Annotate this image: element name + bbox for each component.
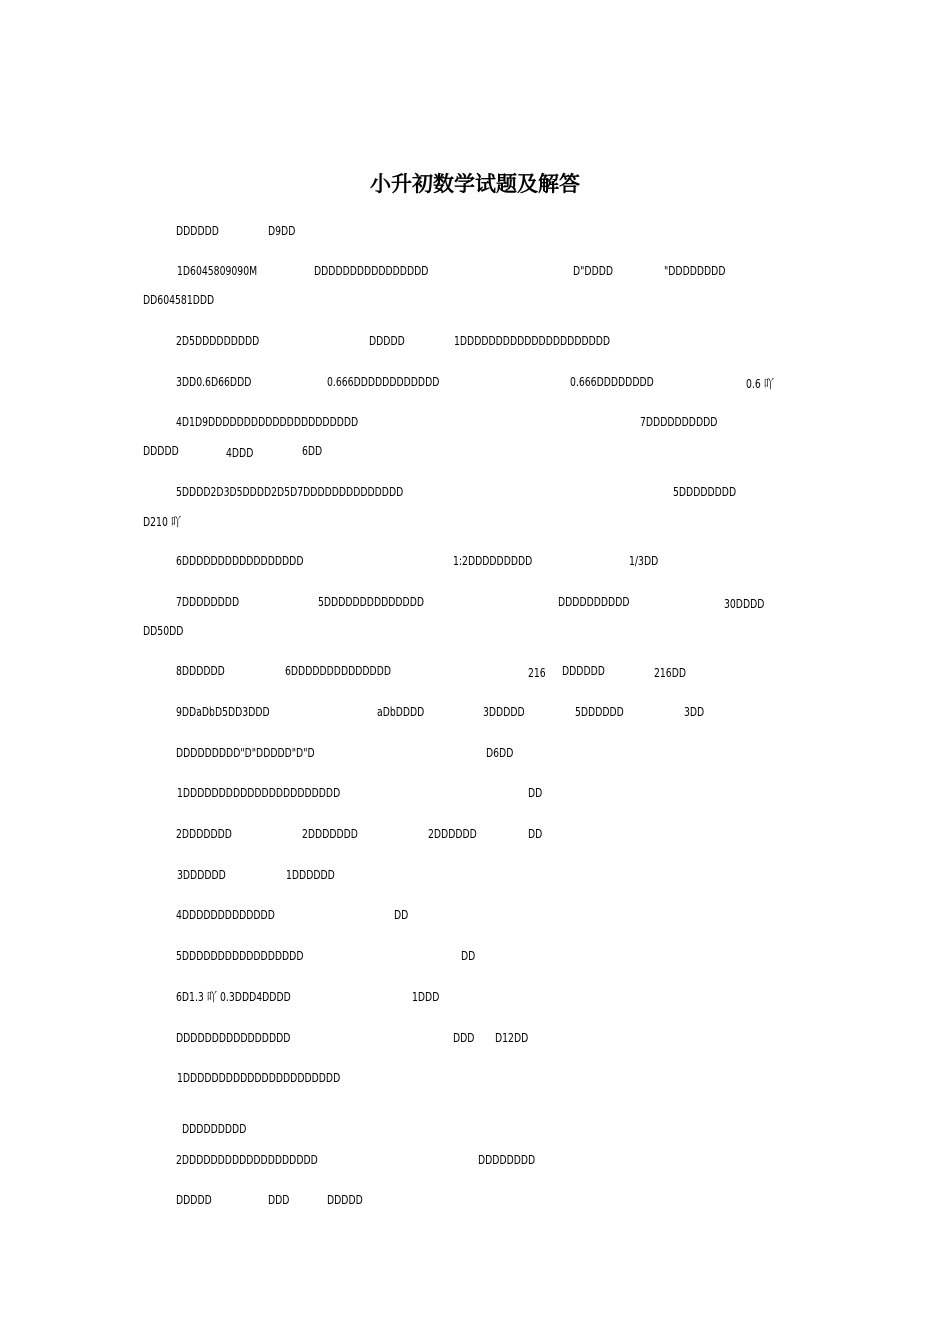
page-title: 小升初数学试题及解答 bbox=[370, 172, 580, 196]
text-segment: 5DDDD2D3D5DDDD2D5D7DDDDDDDDDDDDDD bbox=[176, 485, 404, 499]
text-segment: DDDDDD bbox=[562, 664, 605, 678]
text-segment: 30DDDD bbox=[724, 597, 765, 611]
text-segment: DDDDD bbox=[176, 1193, 212, 1207]
text-segment: DDDDD bbox=[369, 334, 405, 348]
text-segment: DD50DD bbox=[143, 624, 184, 638]
text-segment: "DDDDDDDD bbox=[664, 264, 726, 278]
text-segment: 4DDDDDDDDDDDDD bbox=[176, 908, 275, 922]
text-segment: 0.666DDDDDDDDDDDD bbox=[327, 375, 440, 389]
text-segment: 6DDDDDDDDDDDDDDDDD bbox=[176, 554, 304, 568]
text-segment: 1DDD bbox=[412, 990, 440, 1004]
text-segment: 6DDDDDDDDDDDDDD bbox=[285, 664, 392, 678]
text-segment: 4D1D9DDDDDDDDDDDDDDDDDDDDD bbox=[176, 415, 359, 429]
text-segment: 1:2DDDDDDDDD bbox=[453, 554, 533, 568]
text-segment: DDDDDDDDD bbox=[182, 1122, 247, 1136]
text-segment: D12DD bbox=[495, 1031, 529, 1045]
text-segment: D9DD bbox=[268, 224, 296, 238]
text-segment: 2DDDDDDD bbox=[176, 827, 232, 841]
text-segment: 3DD0.6D66DDD bbox=[176, 375, 252, 389]
text-segment: DDDDDDDDDD bbox=[558, 595, 630, 609]
text-segment: DDDDDDDDDDDDDDDD bbox=[176, 1031, 291, 1045]
text-segment: 4DDD bbox=[226, 446, 254, 460]
text-segment: DDD bbox=[268, 1193, 290, 1207]
text-segment: 1/3DD bbox=[629, 554, 659, 568]
text-segment: DDDDD bbox=[327, 1193, 363, 1207]
text-segment: DDD bbox=[453, 1031, 475, 1045]
text-segment: 1DDDDDDDDDDDDDDDDDDDDD bbox=[454, 334, 611, 348]
text-segment: 7DDDDDDDDDD bbox=[640, 415, 718, 429]
text-segment: 6D1.3 吖 0.3DDD4DDDD bbox=[176, 990, 291, 1004]
text-segment: DDDDDDDDDDDDDDDD bbox=[314, 264, 429, 278]
text-segment: DD bbox=[461, 949, 476, 963]
text-segment: 3DD bbox=[684, 705, 705, 719]
text-segment: DD604581DDD bbox=[143, 293, 215, 307]
text-segment: 2DDDDDD bbox=[428, 827, 477, 841]
text-segment: 3DDDDDD bbox=[177, 868, 226, 882]
text-segment: 7DDDDDDDD bbox=[176, 595, 240, 609]
text-segment: DD bbox=[528, 786, 543, 800]
text-segment: D210 吖 bbox=[143, 515, 182, 529]
text-segment: 0.666DDDDDDDD bbox=[570, 375, 654, 389]
text-segment: 1DDDDDDDDDDDDDDDDDDDDDD bbox=[177, 1071, 341, 1085]
text-segment: 6DD bbox=[302, 444, 323, 458]
text-segment: 9DDaDbD5DD3DDD bbox=[176, 705, 270, 719]
text-segment: 216DD bbox=[654, 666, 687, 680]
text-segment: 1DDDDDD bbox=[286, 868, 335, 882]
text-segment: D"DDDD bbox=[573, 264, 614, 278]
text-segment: DD bbox=[394, 908, 409, 922]
text-segment: 2DDDDDDDDDDDDDDDDDDD bbox=[176, 1153, 318, 1167]
text-segment: DDDDD bbox=[143, 444, 179, 458]
text-segment: DD bbox=[528, 827, 543, 841]
text-segment: D6DD bbox=[486, 746, 514, 760]
text-segment: 8DDDDDD bbox=[176, 664, 225, 678]
text-segment: 5DDDDDDDDDDDDDDDDD bbox=[176, 949, 304, 963]
text-segment: 1DDDDDDDDDDDDDDDDDDDDDD bbox=[177, 786, 341, 800]
text-segment: DDDDDD bbox=[176, 224, 219, 238]
text-segment: 2D5DDDDDDDDD bbox=[176, 334, 260, 348]
text-segment: 3DDDDD bbox=[483, 705, 525, 719]
text-segment: 5DDDDDDDDDDDDDD bbox=[318, 595, 425, 609]
text-segment: 5DDDDDDDD bbox=[673, 485, 737, 499]
text-segment: 5DDDDDD bbox=[575, 705, 624, 719]
text-segment: 1D6045809090M bbox=[177, 264, 258, 278]
text-segment: 216 bbox=[528, 666, 546, 680]
text-segment: 0.6 吖 bbox=[746, 377, 775, 391]
text-segment: 2DDDDDDD bbox=[302, 827, 358, 841]
text-segment: aDbDDDD bbox=[377, 705, 425, 719]
text-segment: DDDDDDDDD"D"DDDDD"D"D bbox=[176, 746, 315, 760]
text-segment: DDDDDDDD bbox=[478, 1153, 536, 1167]
